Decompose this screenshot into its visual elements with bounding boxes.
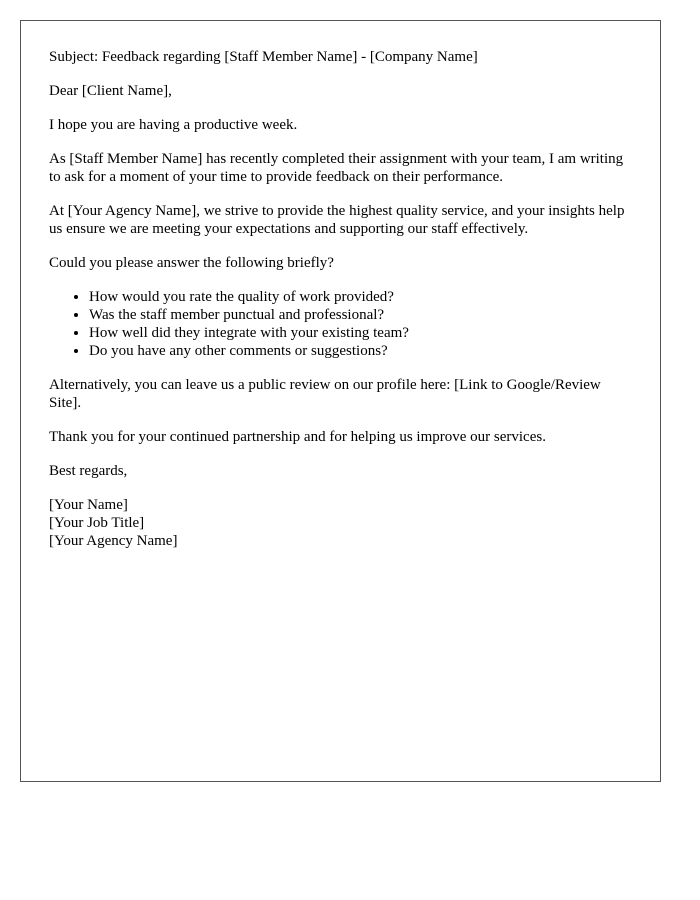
paragraph-review: Alternatively, you can leave us a public review on our profile here: [Link to Google/Review Site]. (49, 377, 601, 411)
letter (20, 20, 661, 782)
list-item: • Do you have any other comments or suggestions? (89, 342, 632, 360)
questions-list (49, 288, 632, 360)
paragraph-intro: I hope you are having a productive week. (49, 117, 298, 133)
list-item: • How would you rate the quality of work provided? (89, 288, 632, 306)
subject-line: Subject: Feedback regarding [Staff Member Name] - [Company Name] (49, 49, 478, 65)
paragraph-agency: At [Your Agency Name], we strive to provide the highest quality service, and your insights help us ensure we are meeting your expectations and supporting our staff effectively. (49, 203, 625, 237)
greeting: Dear [Client Name], (49, 83, 172, 99)
closing: Best regards, (49, 463, 128, 479)
list-item: • How well did they integrate with your existing team? (89, 324, 632, 342)
paragraph-questions-intro: Could you please answer the following briefly? (49, 255, 334, 271)
list-item: • Was the staff member punctual and professional? (89, 306, 632, 324)
paragraph-thanks: Thank you for your continued partnership and for helping us improve our services. (49, 429, 546, 445)
paragraph-request: As [Staff Member Name] has recently completed their assignment with your team, I am writing to ask for a moment of your time to provide feedback on their performance. (49, 151, 624, 185)
signature-title: [Your Job Title] (49, 515, 145, 531)
signature (49, 496, 632, 550)
signature-name: [Your Name] (49, 497, 128, 513)
signature-agency: [Your Agency Name] (49, 533, 178, 549)
